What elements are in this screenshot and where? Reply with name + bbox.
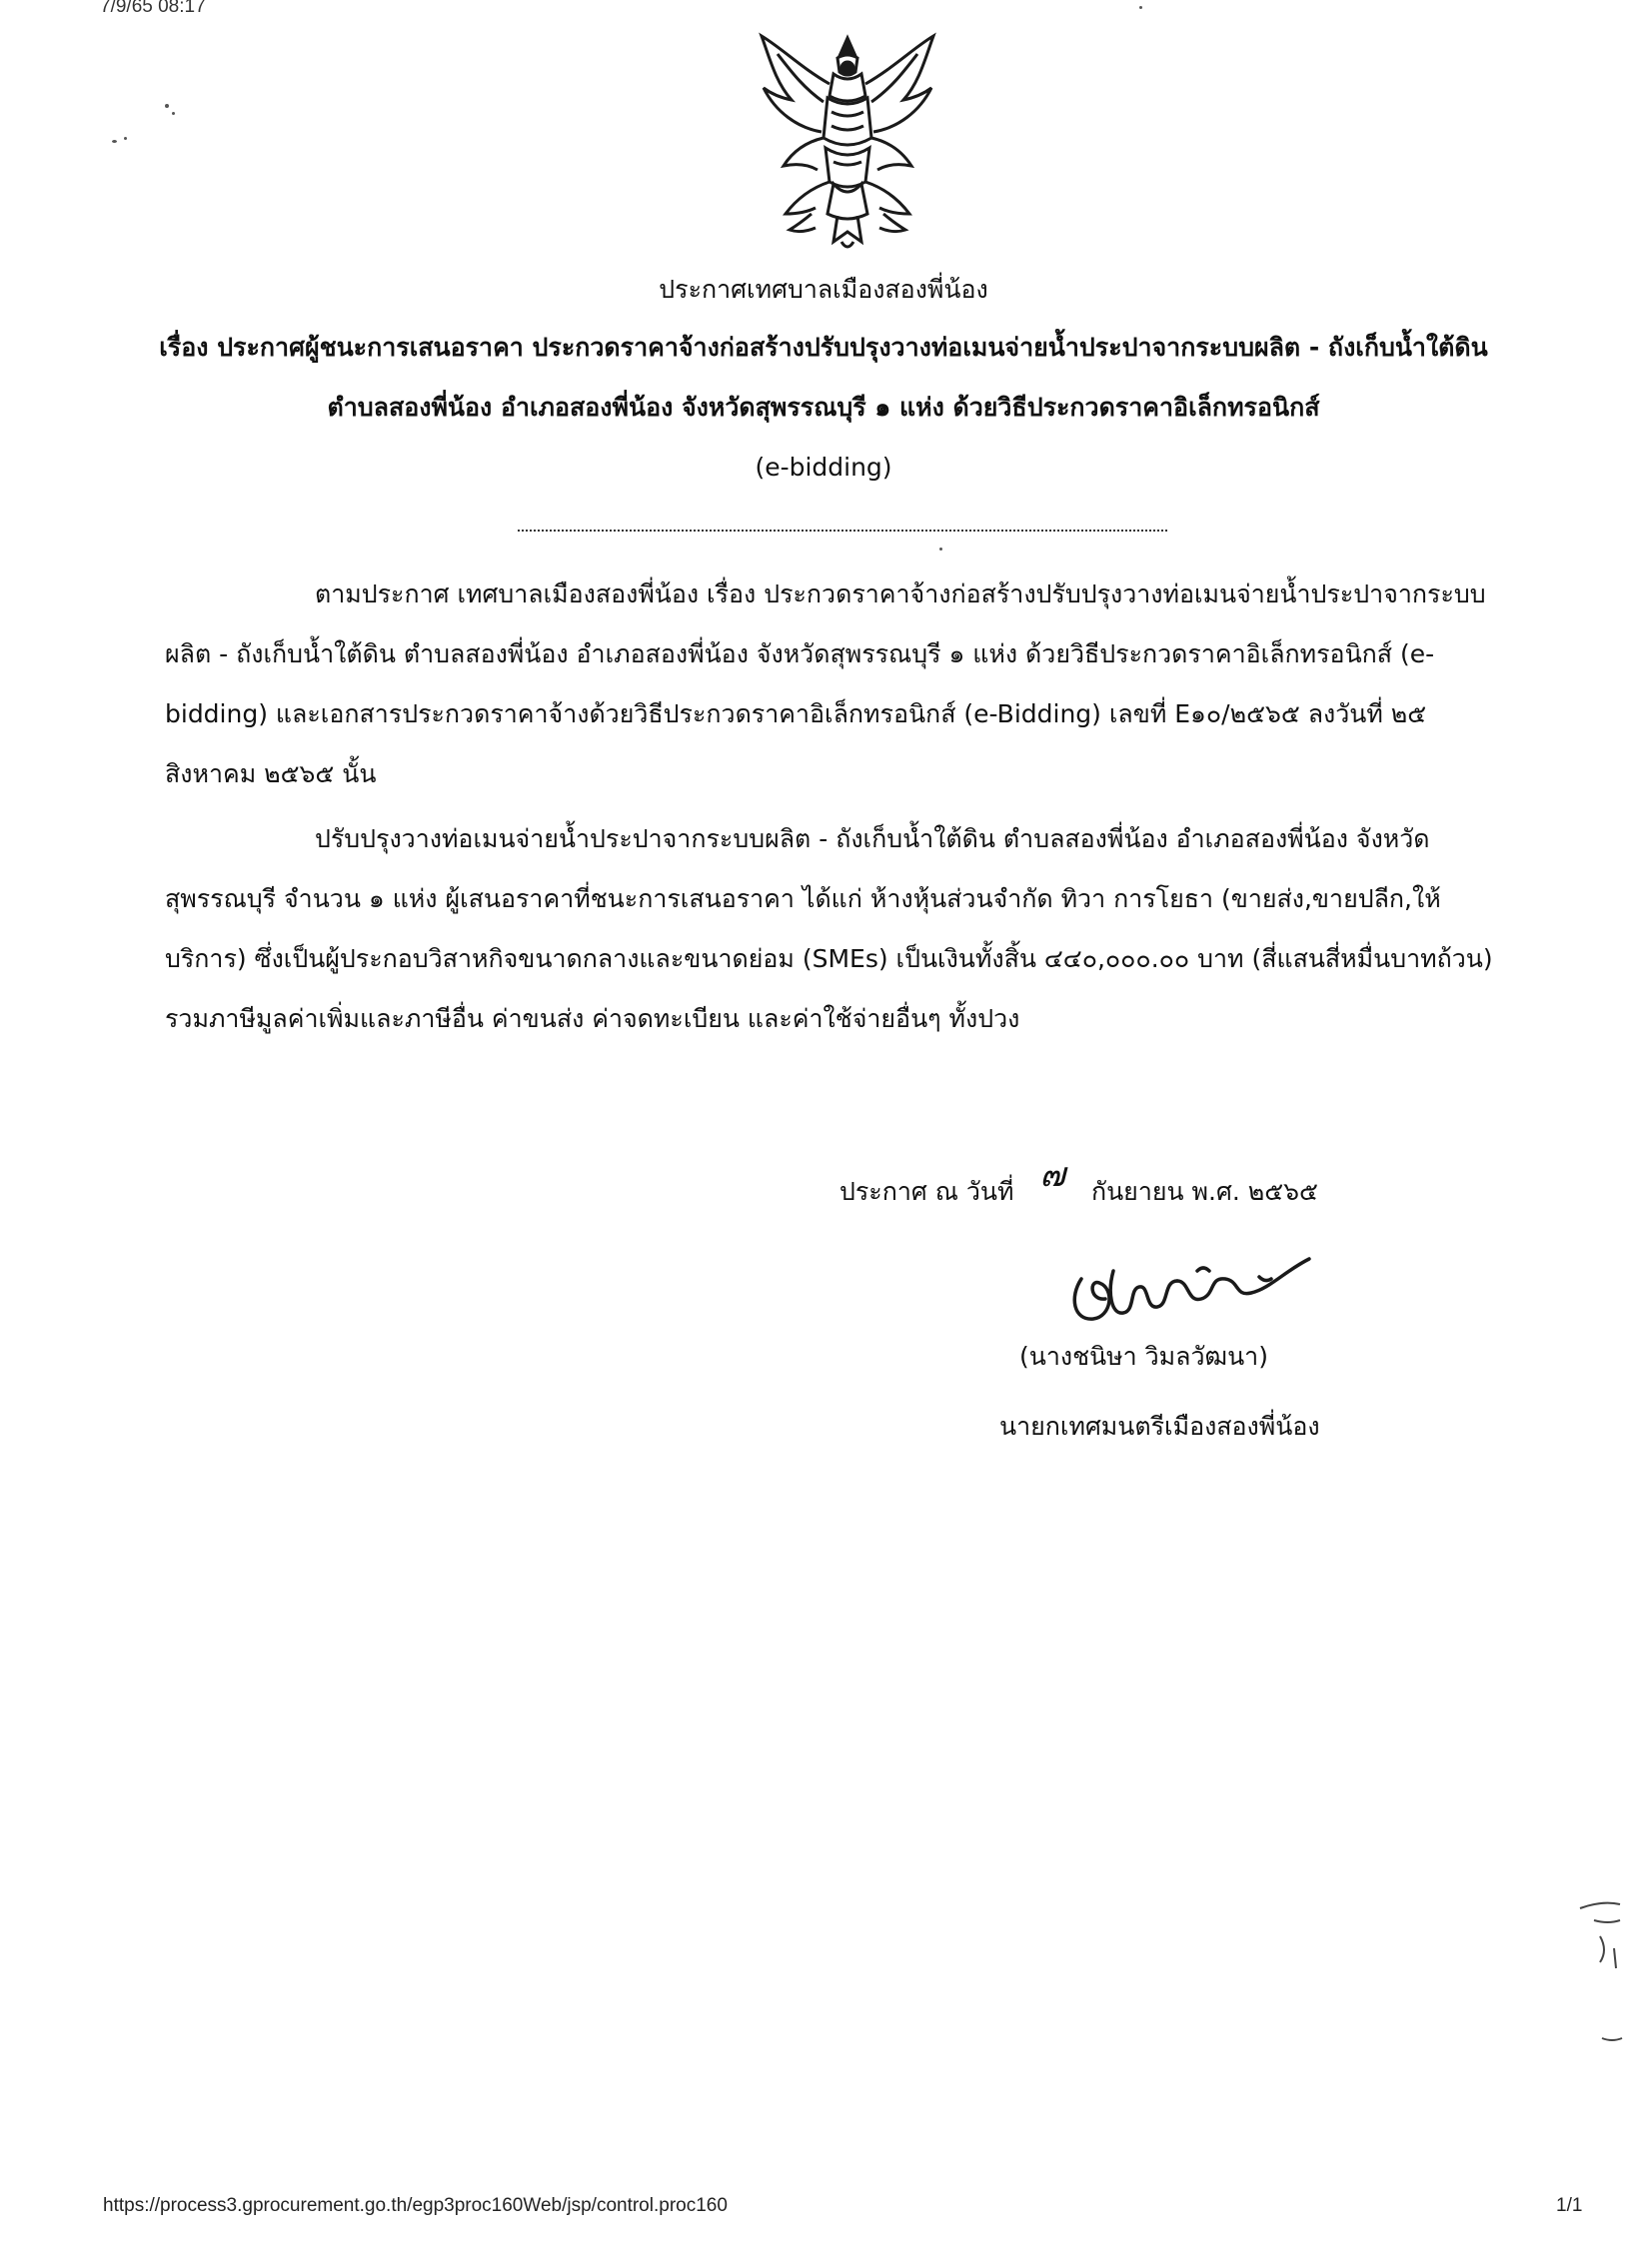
date-prefix: ประกาศ ณ วันที่ — [839, 1177, 1014, 1206]
separator-line — [518, 530, 1167, 532]
scan-speck — [124, 137, 127, 140]
paragraph-reference: ตามประกาศ เทศบาลเมืองสองพี่น้อง เรื่อง ประกวดราคาจ้างก่อสร้างปรับปรุงวางท่อเมนจ่ายน้ำประปาจากระบบผลิต - ถังเก็บน้ำใต้ดิน ตำบลสองพี่น้อง อำเภอสองพี่น้อง จังหวัดสุพรรณบุรี ๑ แห่ง ด้วยวิธีประกวดราคาอิเล็กทรอนิกส์ (e-bidding) และเอกสารประกวดราคาจ้างด้วยวิธีประกวดราคาอิเล็กทรอนิกส์ (e-Bidding) เลขที่ E๑๐/๒๕๖๕ ลงวันที่ ๒๕ สิงหาคม ๒๕๖๕ นั้น — [165, 579, 1486, 788]
subject-label: เรื่อง — [159, 333, 209, 362]
date-day-handwritten: ๗ — [1039, 1155, 1065, 1195]
signer-name: (นางชนิษา วิมลวัฒนา) — [1019, 1342, 1268, 1371]
garuda-emblem-icon — [742, 28, 953, 260]
print-footer-page-number: 1/1 — [1556, 2195, 1583, 2216]
subject-text: ประกาศผู้ชนะการเสนอราคา ประกวดราคาจ้างก่อสร้างปรับปรุงวางท่อเมนจ่ายน้ำประปาจากระบบผลิต - ถังเก็บน้ำใต้ดิน ตำบลสองพี่น้อง อำเภอสองพี่น้อง จังหวัดสุพรรณบุรี ๑ แห่ง ด้วยวิธีประกวดราคาอิเล็กทรอนิกส์ — [217, 333, 1488, 422]
scan-speck — [165, 104, 169, 108]
print-timestamp: 7/9/65 08:17 — [100, 0, 206, 17]
subject-suffix: (e-bidding) — [755, 453, 892, 482]
scan-speck — [1139, 6, 1142, 9]
announcement-date — [839, 1155, 1318, 1215]
signature-icon — [1059, 1237, 1319, 1337]
document-title: ประกาศเทศบาลเมืองสองพี่น้อง — [659, 275, 988, 304]
signer-title: นายกเทศมนตรีเมืองสองพี่น้อง — [999, 1412, 1320, 1441]
scan-speck — [112, 140, 117, 143]
scan-speck — [172, 112, 175, 115]
print-footer-url: https://process3.gprocurement.go.th/egp3proc160Web/jsp/control.proc160 — [103, 2195, 728, 2216]
scan-speck — [939, 548, 942, 551]
scan-edge-mark — [1574, 1738, 1634, 2058]
paragraph-award: ปรับปรุงวางท่อเมนจ่ายน้ำประปาจากระบบผลิต - ถังเก็บน้ำใต้ดิน ตำบลสองพี่น้อง อำเภอสองพี่น้อง จังหวัดสุพรรณบุรี จำนวน ๑ แห่ง ผู้เสนอราคาที่ชนะการเสนอราคา ได้แก่ ห้างหุ้นส่วนจำกัด ทิวา การโยธา (ขายส่ง,ขายปลีก,ให้บริการ) ซึ่งเป็นผู้ประกอบวิสาหกิจขนาดกลางและขนาดย่อม (SMEs) เป็นเงินทั้งสิ้น ๔๔๐,๐๐๐.๐๐ บาท (สี่แสนสี่หมื่นบาทถ้วน) รวมภาษีมูลค่าเพิ่มและภาษีอื่น ค่าขนส่ง ค่าจดทะเบียน และค่าใช้จ่ายอื่นๆ ทั้งปวง — [165, 824, 1493, 1033]
date-suffix: กันยายน พ.ศ. ๒๕๖๕ — [1090, 1177, 1318, 1206]
document-subject — [150, 318, 1497, 498]
